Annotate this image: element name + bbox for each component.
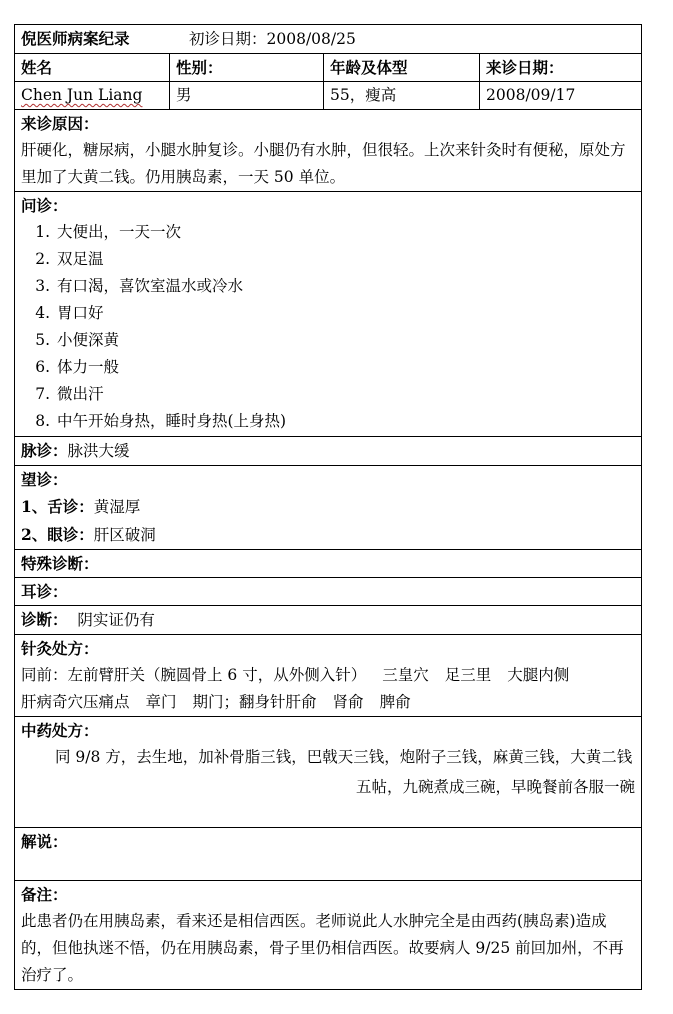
header-row [15,25,642,54]
tongue-label: 1、舌诊： [21,497,94,516]
acupuncture-label: 针灸处方： [21,639,99,658]
pulse-row [15,437,642,466]
eye-label: 2、眼诊： [21,525,94,544]
explanation-label: 解说： [15,828,642,881]
inquiry-item: 8. 中午开始身热，睡时身热(上身热) [55,408,635,435]
case-record-table [14,24,642,990]
special-row [15,550,642,578]
herbal-dosage: 五帖，九碗煮成三碗，早晚餐前各服一碗 [356,778,636,796]
reason-text: 肝硬化，糖尿病，小腿水肿复诊。小腿仍有水肿，但很轻。上次来针灸时有便秘，原处方里加了大黄二钱。仍用胰岛素，一天 50 单位。 [21,141,626,186]
acupuncture-point: 脾俞 [379,693,411,711]
inquiry-item: 5. 小便深黄 [55,327,635,354]
special-label: 特殊诊断： [15,550,642,578]
inquiry-item: 2. 双足温 [55,246,635,273]
acupuncture-row [15,635,642,717]
patient-name: Chen Jun Liang [21,86,143,104]
herbal-label: 中药处方： [21,721,99,740]
record-title: 倪医师病案纪录 [21,29,130,48]
explanation-row [15,828,642,881]
acupuncture-point: 肾俞 [332,693,364,711]
herbal-text: 同 9/8 方，去生地，加补骨脂三钱，巴戟天三钱，炮附子三钱，麻黄三钱，大黄二钱 [55,748,633,766]
reason-row [15,110,642,192]
info-label-row [15,54,642,82]
pulse-label: 脉诊： [21,441,68,460]
acupuncture-line1: 同前：左前臂肝关（腕圆骨上 6 寸，从外侧入针） [21,666,367,684]
first-visit-date: 初诊日期：2008/08/25 [189,30,356,48]
inquiry-item: 7. 微出汗 [55,381,635,408]
visit-date-label: 来诊日期： [480,54,642,82]
age-value: 55，瘦高 [324,82,480,110]
pulse-text: 脉洪大缓 [67,442,130,460]
acupuncture-point: 三皇穴 [382,666,429,684]
diagnosis-row [15,606,642,635]
observation-label: 望诊： [21,470,68,489]
name-label: 姓名 [15,54,170,82]
reason-label: 来诊原因： [21,114,99,133]
visit-date-value: 2008/09/17 [480,82,642,110]
notes-label: 备注： [21,885,68,904]
acupuncture-line2: 肝病奇穴压痛点 [21,693,130,711]
inquiry-item: 4. 胃口好 [55,300,635,327]
notes-row [15,881,642,990]
acupuncture-point: 大腿内侧 [507,666,570,684]
observation-row [15,466,642,550]
inquiry-item: 1. 大便出，一天一次 [55,219,635,246]
inquiry-row [15,192,642,437]
case-record-sheet [14,24,641,990]
acupuncture-point: 章门 [145,693,177,711]
info-value-row [15,82,642,110]
diagnosis-label: 诊断： [21,610,68,629]
tongue-text: 黄湿厚 [93,498,141,516]
inquiry-label: 问诊： [21,196,68,215]
inquiry-item: 3. 有口渴，喜饮室温水或冷水 [55,273,635,300]
gender-label: 性别： [170,54,324,82]
inquiry-item: 6. 体力一般 [55,354,635,381]
acupuncture-point: 足三里 [444,666,492,684]
age-label: 年龄及体型 [324,54,480,82]
acupuncture-point: 期门；翻身针肝俞 [192,693,317,711]
ear-label: 耳诊： [15,578,642,606]
eye-text: 肝区破洞 [93,526,156,544]
notes-text: 此患者仍在用胰岛素，看来还是相信西医。老师说此人水肿完全是由西药(胰岛素)造成的，但他执迷不悟，仍在用胰岛素，骨子里仍相信西医。故要病人 9/25 前回加州，不再治疗了。 [21,912,624,984]
ear-row [15,578,642,606]
diagnosis-text: 阴实证仍有 [77,611,155,629]
inquiry-list [21,219,635,435]
gender-value: 男 [170,82,324,110]
herbal-row [15,717,642,828]
